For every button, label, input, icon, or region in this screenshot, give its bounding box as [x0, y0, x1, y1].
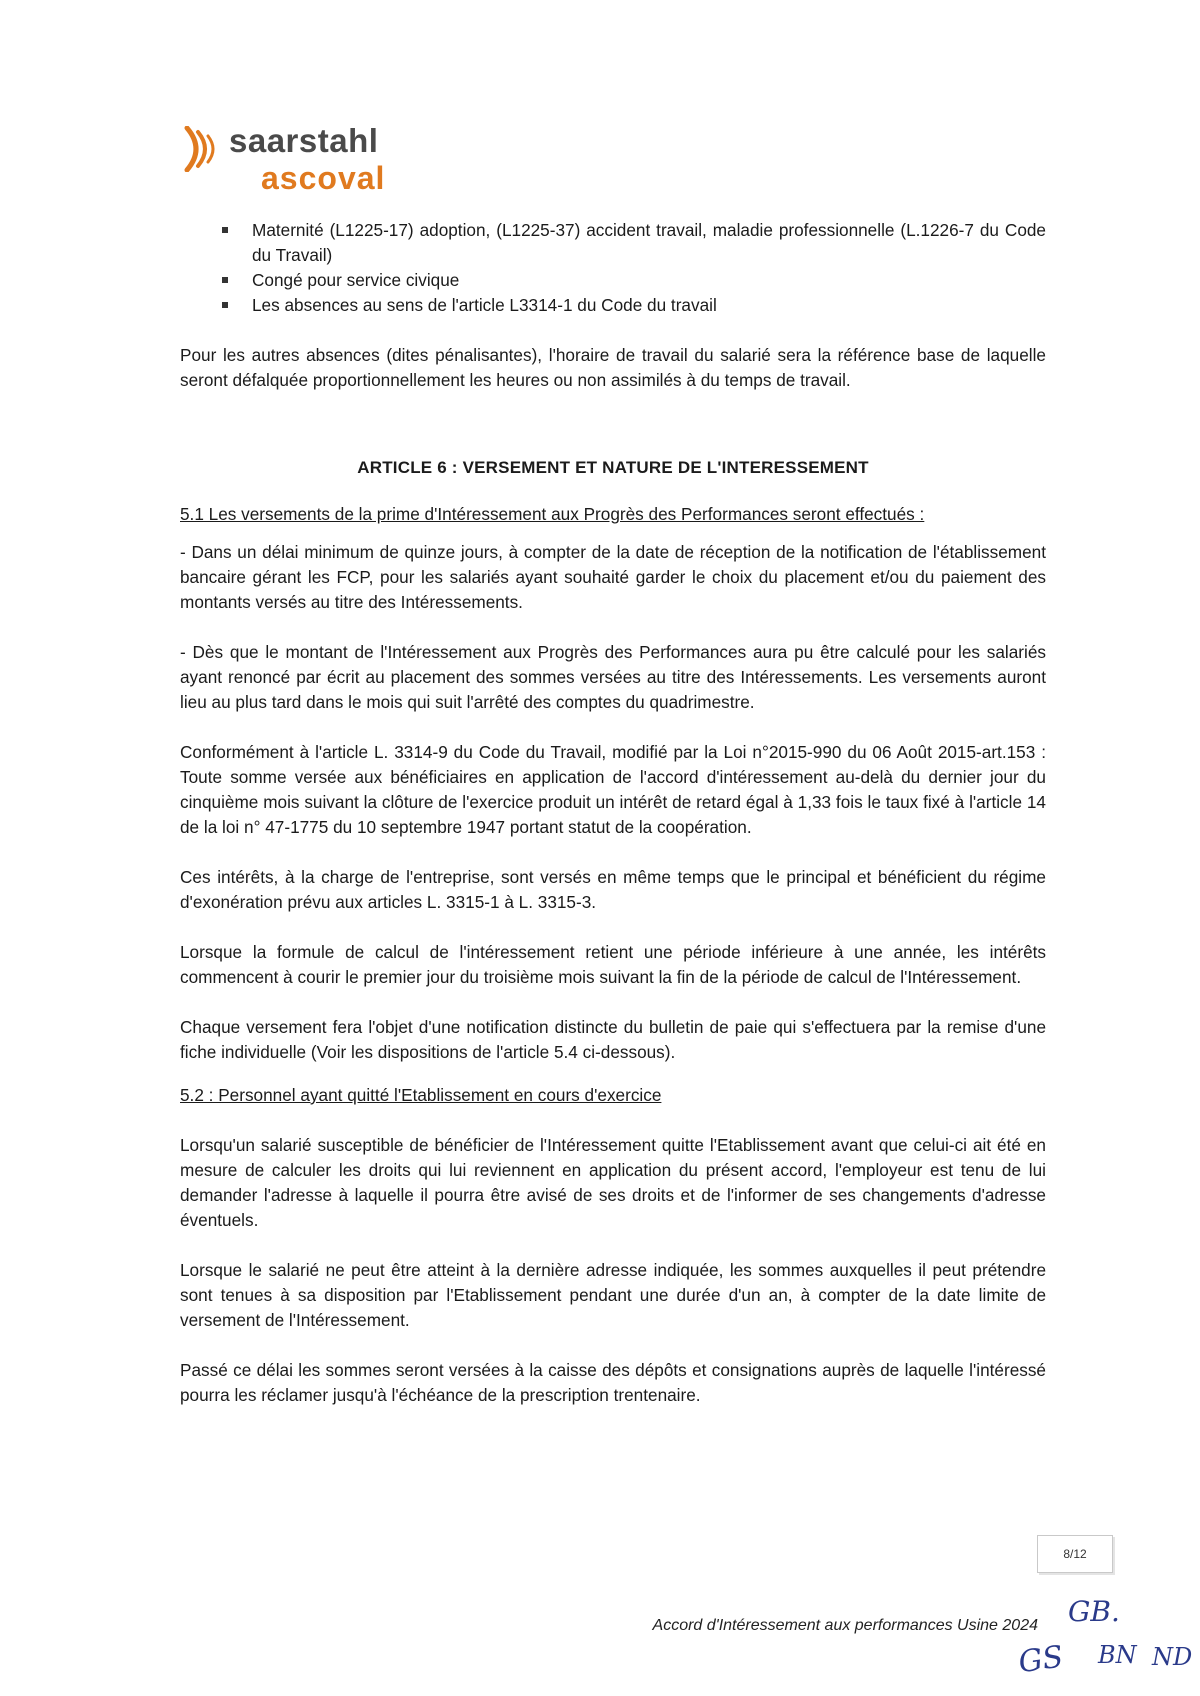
list-item: Les absences au sens de l'article L3314-1 du Code du travail: [222, 293, 1046, 318]
logo-ascoval: ascoval: [261, 160, 386, 196]
paragraph: Passé ce délai les sommes seront versées à la caisse des dépôts et consignations auprès de laquelle l'intéressé pourra les réclamer jusqu'à l'échéance de la prescription trentenaire.: [180, 1360, 1046, 1405]
paragraph: Lorsque le salarié ne peut être atteint à la dernière adresse indiquée, les sommes auxquelles il peut prétendre sont tenues à sa disposition par l'Etablissement pendant une durée d'un an, à compter de la date limite de versement de l'Intéressement.: [180, 1260, 1046, 1330]
square-bullet-icon: [222, 227, 228, 233]
paragraph: Lorsque la formule de calcul de l'intéressement retient une période inférieure à une année, les intérêts commencent à courir le premier jour du troisième mois suivant la fin de la période de calcul de l'Intéressement.: [180, 942, 1046, 987]
paragraph: Chaque versement fera l'objet d'une notification distincte du bulletin de paie qui s'effectuera par la remise d'une fiche individuelle (Voir les dispositions de l'article 5.4 ci-dessous).: [180, 1017, 1046, 1062]
paragraph: Ces intérêts, à la charge de l'entreprise, sont versés en même temps que le principal et bénéficient du régime d'exonération prévu aux articles L. 3315-1 à L. 3315-3.: [180, 867, 1046, 912]
saarstahl-chevron-icon: [183, 126, 227, 172]
paragraph: - Dès que le montant de l'Intéressement aux Progrès des Performances aura pu être calculé pour les salariés ayant renoncé par écrit au placement des sommes versées au titre des Intéressements. Les versements auront lieu au plus tard dans le mois qui suit l'arrêté des comptes du quadrimestre.: [180, 642, 1046, 712]
page-number-box: 8/12: [1037, 1535, 1113, 1573]
section-heading-5-1: 5.1 Les versements de la prime d'Intéressement aux Progrès des Performances seront effectués :: [180, 504, 925, 524]
document-body: [180, 218, 1046, 1408]
article-title: ARTICLE 6 : VERSEMENT ET NATURE DE L'INTERESSEMENT: [357, 458, 869, 477]
initials-gs: GS: [1016, 1639, 1066, 1681]
initials-bn: BN: [1098, 1641, 1137, 1669]
footer-title: Accord d'Intéressement aux performances Usine 2024: [652, 1617, 1038, 1634]
initials-gb: GB.: [1068, 1595, 1120, 1628]
section-heading-5-2: 5.2 : Personnel ayant quitté l'Etablissement en cours d'exercice: [180, 1085, 662, 1105]
paragraph: - Dans un délai minimum de quinze jours, à compter de la date de réception de la notification de l'établissement bancaire gérant les FCP, pour les salariés ayant souhaité garder le choix du placement et/ou du paiement des montants versés au titre des Intéressements.: [180, 542, 1046, 612]
square-bullet-icon: [222, 277, 228, 283]
intro-paragraph: Pour les autres absences (dites pénalisantes), l'horaire de travail du salarié sera la référence base de laquelle seront défalquée proportionnellement les heures ou non assimilés à du temps de travail.: [180, 345, 1046, 390]
handwritten-initials: [1000, 1585, 1200, 1696]
initials-nd: ND: [1152, 1643, 1193, 1671]
absence-list: [180, 218, 1046, 318]
logo-saarstahl: saarstahl: [229, 122, 379, 159]
square-bullet-icon: [222, 302, 228, 308]
list-item: Congé pour service civique: [222, 268, 1046, 293]
paragraph: Conformément à l'article L. 3314-9 du Code du Travail, modifié par la Loi n°2015-990 du 06 Août 2015-art.153 : Toute somme versée aux bénéficiaires en application de l'accord d'intéressement au-delà du dernier jour du cinquième mois suivant la clôture de l'exercice produit un intérêt de retard égal à 1,33 fois le taux fixé à l'article 14 de la loi n° 47-1775 du 10 septembre 1947 portant statut de la coopération.: [180, 742, 1046, 837]
company-logo: [183, 122, 403, 206]
paragraph: Lorsqu'un salarié susceptible de bénéficier de l'Intéressement quitte l'Etablissement avant que celui-ci ait été en mesure de calculer les droits qui lui reviennent en application du présent accord, l'employeur est tenu de lui demander l'adresse à laquelle il pourra être avisé de ses droits et de l'informer de ses changements d'adresse éventuels.: [180, 1135, 1046, 1230]
list-item: Maternité (L1225-17) adoption, (L1225-37) accident travail, maladie professionnelle (L.1226-7 du Code du Travail): [222, 218, 1046, 268]
